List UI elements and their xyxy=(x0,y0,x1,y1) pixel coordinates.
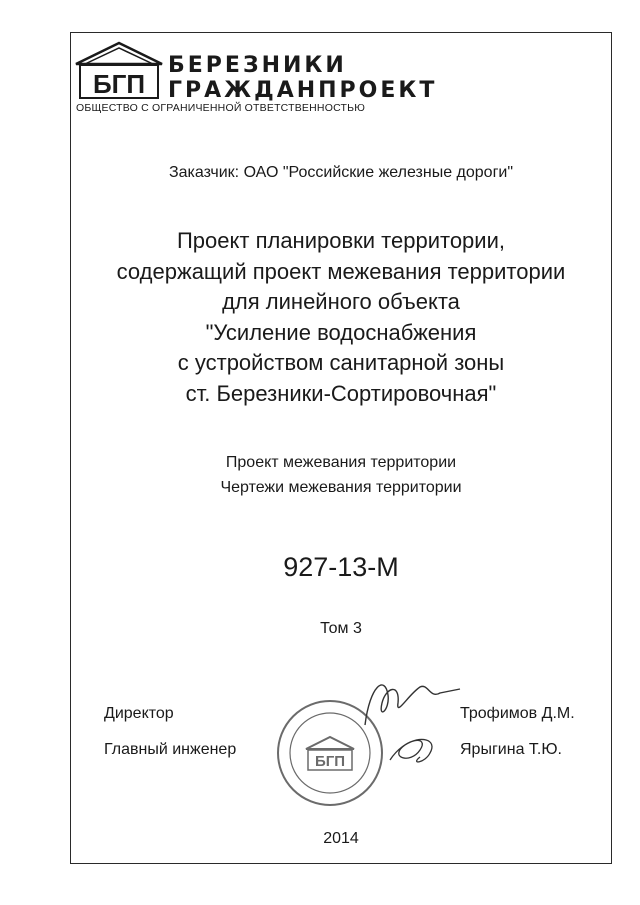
seal-stamp xyxy=(270,665,490,815)
logo-mark: БГП xyxy=(92,69,146,99)
engineer-role: Главный инженер xyxy=(104,741,237,758)
title-line-6: ст. Березники-Сортировочная" xyxy=(185,380,497,406)
subtitle-line-1: Проект межевания территории xyxy=(225,454,457,471)
engineer-signature xyxy=(390,739,432,761)
director-signature xyxy=(365,685,460,725)
company-logo xyxy=(72,38,542,102)
title-line-5: с устройством санитарной зоны xyxy=(177,350,505,375)
company-name-line1: БЕРЕЗНИКИ xyxy=(168,53,347,78)
subtitle-line-2: Чертежи межевания территории xyxy=(220,479,462,496)
title-line-2: содержащий проект межевания территории xyxy=(116,258,566,284)
project-title xyxy=(70,226,612,409)
customer-line: Заказчик: ОАО "Российские железные дороги" xyxy=(168,164,514,181)
director-role: Директор xyxy=(104,705,174,722)
title-line-4: "Усиление водоснабжения xyxy=(205,319,477,345)
engineer-name: Ярыгина Т.Ю. xyxy=(460,741,562,758)
volume-label: Том 3 xyxy=(320,620,362,637)
title-line-1: Проект планировки территории, xyxy=(176,228,505,253)
document-number: 927-13-М xyxy=(283,552,399,582)
company-header xyxy=(72,38,542,116)
company-type: ОБЩЕСТВО С ОГРАНИЧЕННОЙ ОТВЕТСТВЕННОСТЬЮ xyxy=(76,102,366,114)
year: 2014 xyxy=(323,830,359,847)
company-name-line2: ГРАЖДАНПРОЕКТ xyxy=(168,78,438,102)
stamp-mark: БГП xyxy=(314,753,346,770)
director-name: Трофимов Д.М. xyxy=(460,705,575,722)
section-subtitle xyxy=(70,450,612,500)
title-line-3: для линейного объекта xyxy=(222,289,460,314)
